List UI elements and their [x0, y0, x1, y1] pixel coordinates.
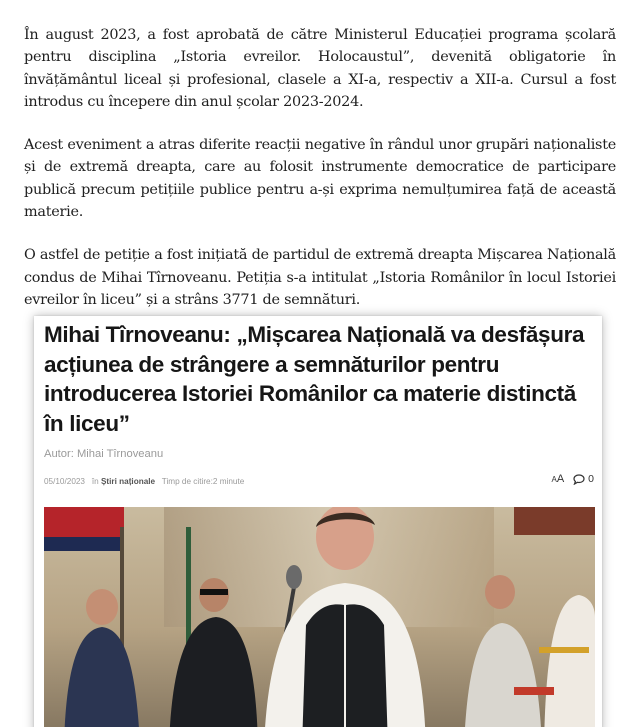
author-line: Autor: Mihai Tîrnoveanu	[44, 448, 164, 460]
article-tools	[551, 473, 594, 485]
embedded-article-title[interactable]: Mihai Tîrnoveanu: „Mișcarea Națională va desfășura acțiunea de strângere a semnăturilor pentru introducerea Istoriei Românilor ca materie distinctă în liceu”	[44, 322, 585, 436]
paragraph-1: În august 2023, a fost aprobată de către Ministerul Educației programa școlară pentru disciplina „Istoria evreilor. Holocaustul”, devenită obligatorie în învățământul liceal și profesional, clasele a XI-a, respectiv a XII-a. Cursul a fost introdus cu începere din anul școlar 2023-2024.	[24, 27, 616, 110]
paragraph-2: Acest eveniment a atras diferite reacții negative în rândul unor grupări naționaliste și de extremă dreapta, care au folosit instrumente democratice de participare publică precum petițiile publice pentru a-și exprima nemulțumirea față de această materie.	[24, 137, 616, 221]
embedded-article-screenshot	[34, 316, 602, 727]
comments-button[interactable]	[573, 473, 594, 485]
read-time: Timp de citire:2 minute	[161, 477, 245, 486]
font-size-large-glyph: A	[556, 473, 565, 485]
comment-bubble-icon	[573, 474, 585, 485]
font-size-small-glyph: A	[551, 475, 557, 484]
article-body	[24, 24, 616, 332]
comment-count: 0	[588, 473, 594, 485]
category-link[interactable]: Știri naționale	[100, 477, 156, 486]
paragraph-3: O astfel de petiție a fost inițiată de partidul de extremă dreapta Mișcarea Națională condus de Mihai Tîrnoveanu. Petiția s-a intitulat „Istoria Românilor în locul Istoriei evreilor în liceu” și a strâns 3771 de semnături.	[24, 247, 616, 308]
article-photo	[44, 507, 595, 727]
publish-date: 05/10/2023	[44, 477, 85, 486]
in-label: în	[91, 477, 99, 486]
font-size-icon[interactable]	[551, 473, 564, 485]
article-meta	[44, 477, 244, 486]
